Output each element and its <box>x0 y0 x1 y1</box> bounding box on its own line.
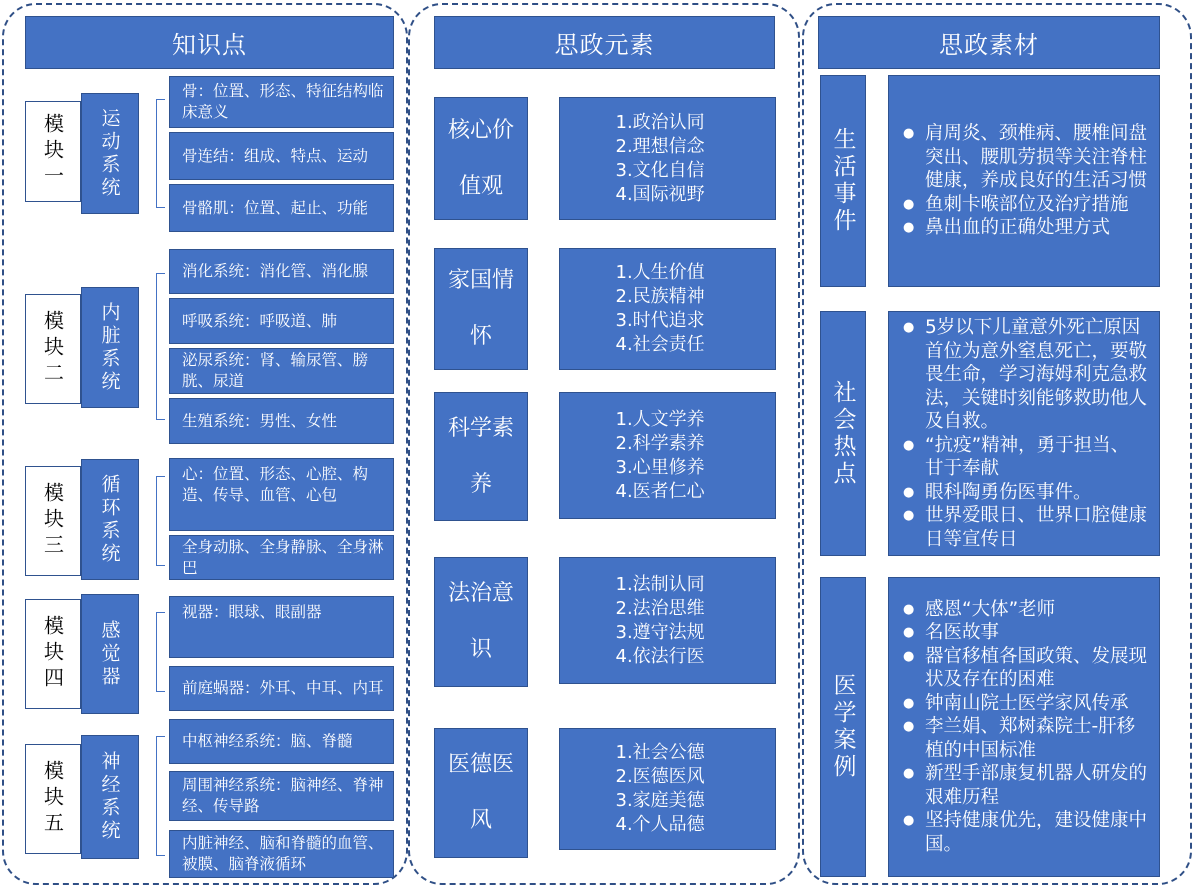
material-list <box>888 75 1160 287</box>
element-item: 1.政治认同 <box>615 111 705 133</box>
knowledge-point: 骨连结：组成、特点、运动 <box>169 132 394 180</box>
bracket <box>156 612 165 692</box>
element-item: 4.依法行医 <box>615 645 705 667</box>
knowledge-point: 内脏神经、脑和脊髓的血管、被膜、脑脊液循环 <box>169 830 394 878</box>
module-label: 模块一 <box>25 101 81 202</box>
element-items <box>559 97 776 220</box>
material-item: ● 眼科陶勇伤医事件。 <box>903 481 1147 505</box>
module-label: 模块三 <box>25 466 81 576</box>
knowledge-header: 知识点 <box>25 16 394 69</box>
material-item: ● 鱼刺卡喉部位及治疗措施 <box>903 193 1147 217</box>
system-label: 循环系统 <box>81 459 139 580</box>
bracket <box>156 99 165 208</box>
elements-header: 思政元素 <box>434 16 775 69</box>
system-label: 运动系统 <box>81 93 139 214</box>
element-item: 3.家庭美德 <box>615 790 705 811</box>
element-title: 核心价值观 <box>434 97 528 220</box>
bracket <box>156 736 165 856</box>
knowledge-point: 周围神经系统：脑神经、脊神经、传导路 <box>169 771 394 821</box>
element-item: 3.心里修养 <box>615 456 705 478</box>
module-label: 模块四 <box>25 599 81 709</box>
material-item: ● 器官移植各国政策、发展现状及存在的困难 <box>903 645 1147 692</box>
material-item: ● 鼻出血的正确处理方式 <box>903 216 1147 240</box>
element-item: 4.社会责任 <box>615 334 705 355</box>
knowledge-point: 前庭蜗器：外耳、中耳、内耳 <box>169 666 394 711</box>
element-title: 家国情怀 <box>434 248 528 370</box>
element-item: 1.人文学养 <box>615 408 705 430</box>
element-items <box>559 728 776 850</box>
knowledge-point: 生殖系统：男性、女性 <box>169 398 394 444</box>
element-title: 医德医风 <box>434 728 528 858</box>
material-item: ● 新型手部康复机器人研发的艰难历程 <box>903 762 1147 809</box>
material-list <box>888 311 1160 556</box>
element-item: 1.人生价值 <box>615 262 705 283</box>
material-category: 社会热点 <box>820 311 866 556</box>
element-items <box>559 557 776 684</box>
element-item: 1.社会公德 <box>615 742 705 763</box>
bracket <box>156 476 165 566</box>
bracket <box>156 273 165 420</box>
element-item: 2.科学素养 <box>615 432 705 454</box>
element-items <box>559 248 776 370</box>
material-item: ● 肩周炎、颈椎病、腰椎间盘突出、腰肌劳损等关注脊柱健康，养成良好的生活习惯 <box>903 122 1147 193</box>
knowledge-point: 泌尿系统：肾、输尿管、膀胱、尿道 <box>169 348 394 394</box>
knowledge-point: 视器：眼球、眼副器 <box>169 596 394 658</box>
element-item: 4.医者仁心 <box>615 480 705 502</box>
knowledge-point: 全身动脉、全身静脉、全身淋巴 <box>169 535 394 580</box>
material-item: ● “抗疫”精神，勇于担当、甘于奉献 <box>903 434 1147 481</box>
system-label: 神经系统 <box>81 735 139 859</box>
material-category: 生活事件 <box>820 75 866 287</box>
module-label: 模块五 <box>25 744 81 854</box>
element-item: 3.文化自信 <box>615 159 705 181</box>
material-list <box>888 577 1160 877</box>
material-item: ● 5岁以下儿童意外死亡原因首位为意外窒息死亡，要敬畏生命，学习海姆利克急救法，关键时刻能够救助他人及自救。 <box>903 316 1147 434</box>
knowledge-point: 骨骼肌：位置、起止、功能 <box>169 184 394 232</box>
material-item: ● 钟南山院士医学家风传承 <box>903 692 1147 716</box>
material-item: ● 李兰娟、郑树森院士-肝移植的中国标准 <box>903 715 1147 762</box>
element-item: 4.个人品德 <box>615 814 705 835</box>
element-items <box>559 392 776 519</box>
module-label: 模块二 <box>25 294 81 404</box>
knowledge-point: 心：位置、形态、心腔、构造、传导、血管、心包 <box>169 458 394 531</box>
knowledge-point: 骨：位置、形态、特征结构临床意义 <box>169 76 394 128</box>
element-item: 3.遵守法规 <box>615 621 705 643</box>
element-title: 法治意识 <box>434 557 528 687</box>
material-item: ● 世界爱眼日、世界口腔健康日等宣传日 <box>903 504 1147 551</box>
knowledge-point: 中枢神经系统：脑、脊髓 <box>169 719 394 764</box>
material-item: ● 坚持健康优先，建设健康中国。 <box>903 809 1147 856</box>
material-item: ● 名医故事 <box>903 621 1147 645</box>
material-item: ● 感恩“大体”老师 <box>903 598 1147 622</box>
knowledge-point: 消化系统：消化管、消化腺 <box>169 249 394 294</box>
materials-header: 思政素材 <box>818 16 1160 69</box>
element-item: 4.国际视野 <box>615 183 705 205</box>
system-label: 内脏系统 <box>81 287 139 408</box>
element-item: 3.时代追求 <box>615 310 705 331</box>
material-category: 医学案例 <box>820 577 866 877</box>
element-item: 2.法治思维 <box>615 597 705 619</box>
element-item: 2.理想信念 <box>615 135 705 157</box>
system-label: 感觉器 <box>81 594 139 714</box>
element-item: 2.医德医风 <box>615 766 705 787</box>
element-item: 2.民族精神 <box>615 286 705 307</box>
element-item: 1.法制认同 <box>615 573 705 595</box>
element-title: 科学素养 <box>434 392 528 521</box>
knowledge-point: 呼吸系统：呼吸道、肺 <box>169 298 394 344</box>
